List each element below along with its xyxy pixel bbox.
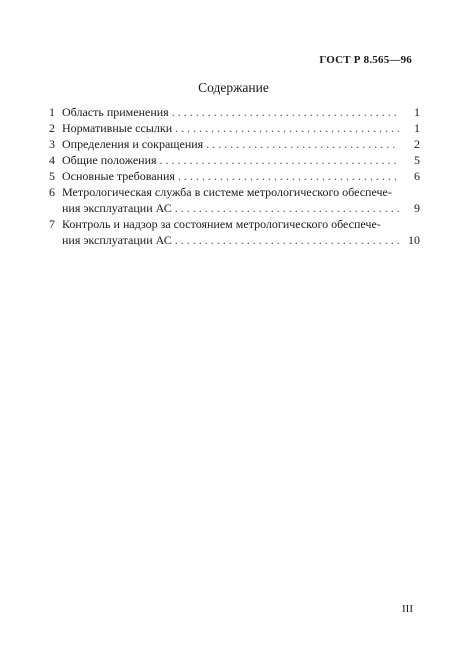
toc-entry-number: 5 [49, 169, 55, 183]
toc-entry-number: 6 [49, 185, 55, 199]
toc-entry-title-continued: ния эксплуатации АС [62, 201, 172, 215]
toc-entry[interactable] [49, 136, 420, 152]
standard-code: ГОСТ Р 8.565—96 [319, 54, 412, 66]
toc-entry[interactable] [49, 184, 420, 216]
dot-leader [206, 136, 399, 152]
table-of-contents [49, 104, 420, 248]
toc-entry-page: 5 [414, 153, 420, 167]
toc-entry-number: 3 [49, 137, 55, 151]
dot-leader [172, 104, 399, 120]
toc-entry-title: Нормативные ссылки [62, 121, 173, 135]
toc-entry-number: 2 [49, 121, 55, 135]
toc-entry[interactable] [49, 216, 420, 248]
toc-entry-title: Общие положения [62, 153, 157, 167]
toc-entry-title: Основные требования [62, 169, 175, 183]
toc-entry[interactable] [49, 152, 420, 168]
toc-entry-number: 1 [49, 105, 55, 119]
dot-leader [175, 200, 399, 216]
toc-entry-number: 7 [49, 217, 55, 231]
toc-entry-page: 2 [414, 137, 420, 151]
toc-entry-title: Область применения [62, 105, 169, 119]
toc-entry-page: 1 [414, 105, 420, 119]
toc-entry-page: 10 [408, 233, 420, 247]
dot-leader [175, 120, 399, 136]
toc-entry-page: 1 [414, 121, 420, 135]
toc-entry[interactable] [49, 120, 420, 136]
dot-leader [175, 232, 399, 248]
toc-entry-title-continued: ния эксплуатации АС [62, 233, 172, 247]
toc-entry[interactable] [49, 104, 420, 120]
toc-entry[interactable] [49, 168, 420, 184]
toc-entry-page: 9 [414, 201, 420, 215]
dot-leader [160, 152, 399, 168]
toc-entry-page: 6 [414, 169, 420, 183]
toc-entry-title: Метрологическая служба в системе метрологического обеспече- [62, 185, 392, 199]
page-number: III [402, 603, 413, 615]
toc-title: Содержание [198, 80, 269, 95]
toc-entry-number: 4 [49, 153, 55, 167]
toc-entry-title: Контроль и надзор за состоянием метрологического обеспече- [62, 217, 381, 231]
toc-entry-title: Определения и сокращения [62, 137, 204, 151]
dot-leader [178, 168, 399, 184]
